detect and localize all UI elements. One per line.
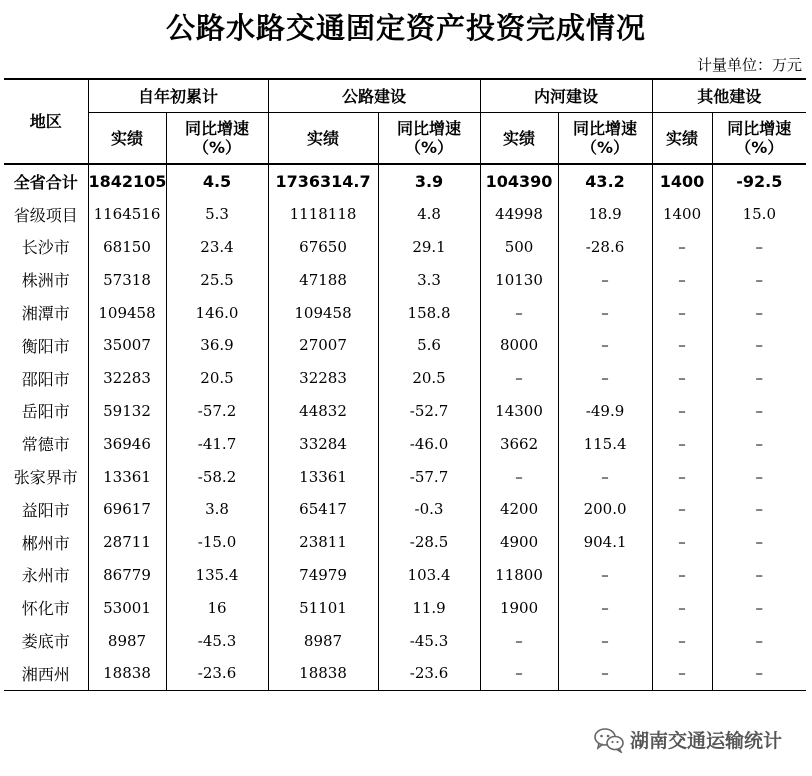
actual-cell: 59132 [88, 395, 166, 428]
growth-cell: 146.0 [166, 296, 268, 329]
table-row [4, 559, 806, 592]
actual-cell: 8987 [88, 624, 166, 657]
actual-cell: 18838 [268, 657, 378, 690]
growth-cell: 3.3 [378, 263, 480, 296]
region-cell: 邵阳市 [4, 362, 88, 395]
growth-cell: 23.4 [166, 231, 268, 264]
growth-cell: 4.5 [166, 164, 268, 198]
actual-cell: – [480, 624, 558, 657]
table-row [4, 164, 806, 198]
actual-cell: – [652, 362, 712, 395]
actual-cell: 28711 [88, 526, 166, 559]
table-row [4, 591, 806, 624]
table-row [4, 395, 806, 428]
growth-cell: 18.9 [558, 198, 652, 231]
actual-cell: 1736314.7 [268, 164, 378, 198]
growth-cell: – [558, 296, 652, 329]
region-cell: 长沙市 [4, 231, 88, 264]
growth-cell: 11.9 [378, 591, 480, 624]
region-cell: 株洲市 [4, 263, 88, 296]
actual-cell: 8987 [268, 624, 378, 657]
growth-cell: 904.1 [558, 526, 652, 559]
header-growth: 同比增速 （%） [558, 113, 652, 165]
actual-cell: 23811 [268, 526, 378, 559]
header-region: 地区 [4, 79, 88, 164]
actual-cell: – [480, 362, 558, 395]
actual-cell: – [652, 559, 712, 592]
growth-cell: 5.3 [166, 198, 268, 231]
unit-label: 计量单位：万元 [696, 56, 802, 74]
table-row [4, 624, 806, 657]
actual-cell: 53001 [88, 591, 166, 624]
growth-cell: – [755, 237, 764, 256]
wechat-icon [594, 727, 624, 753]
header-growth: 同比增速 （%） [712, 113, 806, 165]
growth-cell: – [755, 401, 764, 420]
actual-cell: 32283 [88, 362, 166, 395]
growth-cell: 3.9 [378, 164, 480, 198]
growth-cell: 4.8 [378, 198, 480, 231]
actual-cell: 1118118 [268, 198, 378, 231]
watermark-text: 湖南交通运输统计 [630, 730, 783, 752]
growth-cell: – [755, 270, 764, 289]
actual-cell: 44998 [480, 198, 558, 231]
header-actual: 实绩 [652, 113, 712, 165]
region-cell: 省级项目 [4, 198, 88, 231]
growth-cell: -28.6 [558, 231, 652, 264]
header-growth: 同比增速 （%） [166, 113, 268, 165]
table-row [4, 526, 806, 559]
actual-cell: 74979 [268, 559, 378, 592]
growth-cell: 29.1 [378, 231, 480, 264]
growth-cell: 158.8 [378, 296, 480, 329]
growth-cell: – [558, 591, 652, 624]
growth-cell: -57.2 [166, 395, 268, 428]
actual-cell: 13361 [88, 460, 166, 493]
header-group-highway: 公路建设 [268, 79, 480, 113]
actual-cell: – [652, 493, 712, 526]
actual-cell: 4200 [480, 493, 558, 526]
actual-cell: 35007 [88, 329, 166, 362]
actual-cell: 10130 [480, 263, 558, 296]
header-actual: 实绩 [88, 113, 166, 165]
actual-cell: – [652, 460, 712, 493]
actual-cell: 1164516 [88, 198, 166, 231]
growth-cell: – [755, 303, 764, 322]
region-cell: 衡阳市 [4, 329, 88, 362]
actual-cell: – [480, 296, 558, 329]
growth-cell: -41.7 [166, 427, 268, 460]
actual-cell: 4900 [480, 526, 558, 559]
actual-cell: 1900 [480, 591, 558, 624]
growth-cell: – [755, 565, 764, 584]
growth-cell: – [712, 657, 806, 690]
actual-cell: 1400 [652, 164, 712, 198]
actual-cell: 11800 [480, 559, 558, 592]
actual-cell: – [480, 460, 558, 493]
growth-cell: – [755, 336, 764, 355]
growth-cell: – [558, 460, 652, 493]
actual-cell: 36946 [88, 427, 166, 460]
region-cell: 全省合计 [4, 164, 88, 198]
actual-cell: 67650 [268, 231, 378, 264]
growth-cell: – [755, 598, 764, 617]
growth-cell: -46.0 [378, 427, 480, 460]
actual-cell: – [652, 231, 712, 264]
actual-cell: 104390 [480, 164, 558, 198]
growth-cell: 36.9 [166, 329, 268, 362]
watermark [594, 726, 782, 753]
actual-cell: 109458 [88, 296, 166, 329]
actual-cell: 1400 [652, 198, 712, 231]
growth-cell: 43.2 [558, 164, 652, 198]
growth-cell: 20.5 [166, 362, 268, 395]
actual-cell: 14300 [480, 395, 558, 428]
table-row [4, 263, 806, 296]
actual-cell: 69617 [88, 493, 166, 526]
growth-cell: -15.0 [166, 526, 268, 559]
table-row [4, 296, 806, 329]
header-group-ytd: 自年初累计 [88, 79, 268, 113]
growth-cell: 20.5 [378, 362, 480, 395]
actual-cell: 8000 [480, 329, 558, 362]
growth-cell: 135.4 [166, 559, 268, 592]
region-cell: 益阳市 [4, 493, 88, 526]
region-cell: 娄底市 [4, 624, 88, 657]
table-row [4, 231, 806, 264]
actual-cell: – [652, 427, 712, 460]
growth-cell: 103.4 [378, 559, 480, 592]
table-body [4, 164, 806, 690]
header-actual: 实绩 [480, 113, 558, 165]
growth-cell: -0.3 [378, 493, 480, 526]
region-cell: 常德市 [4, 427, 88, 460]
actual-cell: 47188 [268, 263, 378, 296]
table-row [4, 460, 806, 493]
table-row [4, 657, 806, 690]
region-cell: 张家界市 [4, 460, 88, 493]
region-cell: 永州市 [4, 559, 88, 592]
growth-cell: -23.6 [166, 657, 268, 690]
growth-cell: – [558, 559, 652, 592]
growth-cell: – [558, 362, 652, 395]
actual-cell: 1842105 [88, 164, 166, 198]
growth-cell: – [755, 434, 764, 453]
actual-cell: 57318 [88, 263, 166, 296]
table-row [4, 198, 806, 231]
growth-cell: 5.6 [378, 329, 480, 362]
table-row [4, 362, 806, 395]
growth-cell: – [755, 467, 764, 486]
growth-cell: – [558, 329, 652, 362]
growth-cell: -92.5 [736, 171, 783, 191]
growth-cell: -23.6 [378, 657, 480, 690]
actual-cell: 33284 [268, 427, 378, 460]
actual-cell: 51101 [268, 591, 378, 624]
region-cell: 怀化市 [4, 591, 88, 624]
actual-cell: – [652, 526, 712, 559]
actual-cell: 500 [480, 231, 558, 264]
actual-cell: 32283 [268, 362, 378, 395]
region-cell: 郴州市 [4, 526, 88, 559]
growth-cell: -45.3 [378, 624, 480, 657]
page-title: 公路水路交通固定资产投资完成情况 [165, 11, 646, 45]
growth-cell: 115.4 [558, 427, 652, 460]
region-cell: 湘西州 [4, 657, 88, 690]
header-actual: 实绩 [268, 113, 378, 165]
growth-cell: – [755, 500, 764, 519]
investment-table [4, 78, 806, 691]
growth-cell: 3.8 [166, 493, 268, 526]
growth-cell: – [558, 657, 652, 690]
growth-cell: -45.3 [166, 624, 268, 657]
table-row [4, 329, 806, 362]
actual-cell: – [652, 296, 712, 329]
growth-cell: 15.0 [742, 205, 776, 224]
growth-cell: 25.5 [166, 263, 268, 296]
region-cell: 湘潭市 [4, 296, 88, 329]
actual-cell: 68150 [88, 231, 166, 264]
actual-cell: – [652, 263, 712, 296]
table-row [4, 493, 806, 526]
growth-cell: -58.2 [166, 460, 268, 493]
growth-cell: – [558, 624, 652, 657]
header-group-other: 其他建设 [652, 79, 806, 113]
growth-cell: – [755, 369, 764, 388]
growth-cell: – [755, 533, 764, 552]
growth-cell: 200.0 [558, 493, 652, 526]
region-cell: 岳阳市 [4, 395, 88, 428]
actual-cell: 44832 [268, 395, 378, 428]
actual-cell: – [652, 657, 712, 690]
actual-cell: 65417 [268, 493, 378, 526]
growth-cell: – [755, 631, 764, 650]
actual-cell: 13361 [268, 460, 378, 493]
actual-cell: – [652, 395, 712, 428]
actual-cell: 86779 [88, 559, 166, 592]
actual-cell: – [652, 624, 712, 657]
table-row [4, 427, 806, 460]
actual-cell: – [480, 657, 558, 690]
growth-cell: -57.7 [378, 460, 480, 493]
growth-cell: 16 [166, 591, 268, 624]
actual-cell: 3662 [480, 427, 558, 460]
header-group-waterway: 内河建设 [480, 79, 652, 113]
actual-cell: 27007 [268, 329, 378, 362]
actual-cell: 109458 [268, 296, 378, 329]
growth-cell: -49.9 [558, 395, 652, 428]
actual-cell: – [652, 591, 712, 624]
growth-cell: -52.7 [378, 395, 480, 428]
growth-cell: -28.5 [378, 526, 480, 559]
header-growth: 同比增速 （%） [378, 113, 480, 165]
actual-cell: 18838 [88, 657, 166, 690]
growth-cell: – [558, 263, 652, 296]
actual-cell: – [652, 329, 712, 362]
